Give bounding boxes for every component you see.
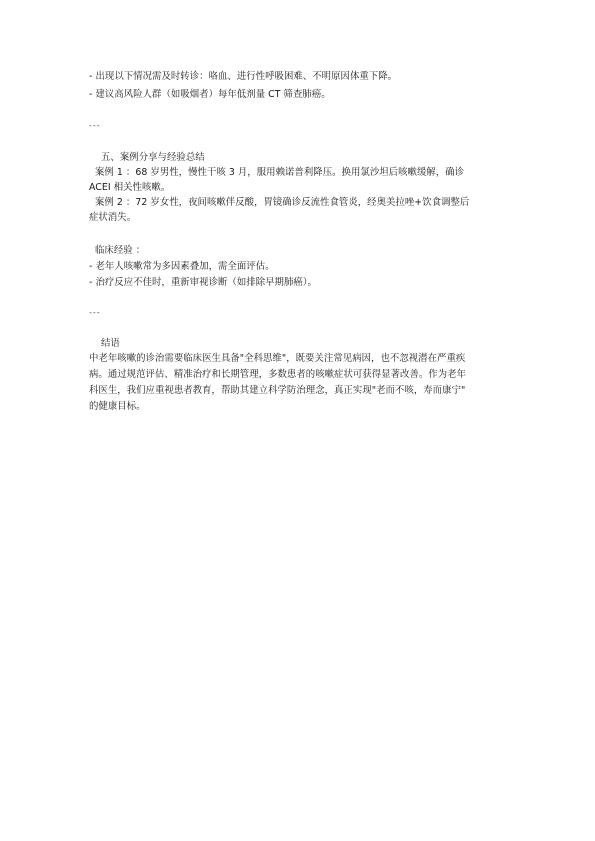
- section-divider: ---: [89, 121, 101, 130]
- experience-bullet-1: - 老年人咳嗽常为多因素叠加，需全面评估。: [89, 261, 275, 272]
- referral-bullet: - 出现以下情况需及时转诊：咯血、进行性呼吸困难、不明原因体重下降。: [89, 71, 398, 82]
- conclusion-heading: 结语: [101, 338, 120, 349]
- conclusion-line-2: 病。通过规范评估、精准治疗和长期管理，多数患者的咳嗽症状可获得显著改善。作为老年: [89, 369, 467, 380]
- case-1-line-1: 案例 1 ：68 岁男性，慢性干咳 3 月，服用赖诺普利降压。换用氯沙坦后咳嗽缓解，确诊: [95, 167, 465, 178]
- conclusion-line-3: 科医生，我们应重视患者教育，帮助其建立科学防治理念，真正实现"老而不咳，寿而康宁": [89, 385, 466, 396]
- case-2-line-2: 症状消失。: [89, 212, 137, 223]
- conclusion-line-4: 的健康目标。: [89, 401, 146, 412]
- section-heading: 五、案例分享与经验总结: [101, 152, 205, 163]
- clinical-experience-heading: 临床经验 ：: [95, 245, 146, 256]
- case-1-line-2: ACEI 相关性咳嗽。: [89, 182, 171, 193]
- screening-bullet: - 建议高风险人群（如吸烟者）每年低剂量 CT 筛查肺癌。: [89, 89, 331, 100]
- case-2-line-1: 案例 2 ：72 岁女性，夜间咳嗽伴反酸，胃镜确诊反流性食管炎，经奥美拉唑+饮食调整后: [95, 197, 470, 208]
- experience-bullet-2: - 治疗反应不佳时，重新审视诊断（如排除早期肺癌）。: [89, 277, 317, 288]
- conclusion-line-1: 中老年咳嗽的诊治需要临床医生具备"全科思维"，既要关注常见病因，也不忽视潜在严重疾: [89, 353, 466, 364]
- section-divider-2: ---: [89, 308, 101, 317]
